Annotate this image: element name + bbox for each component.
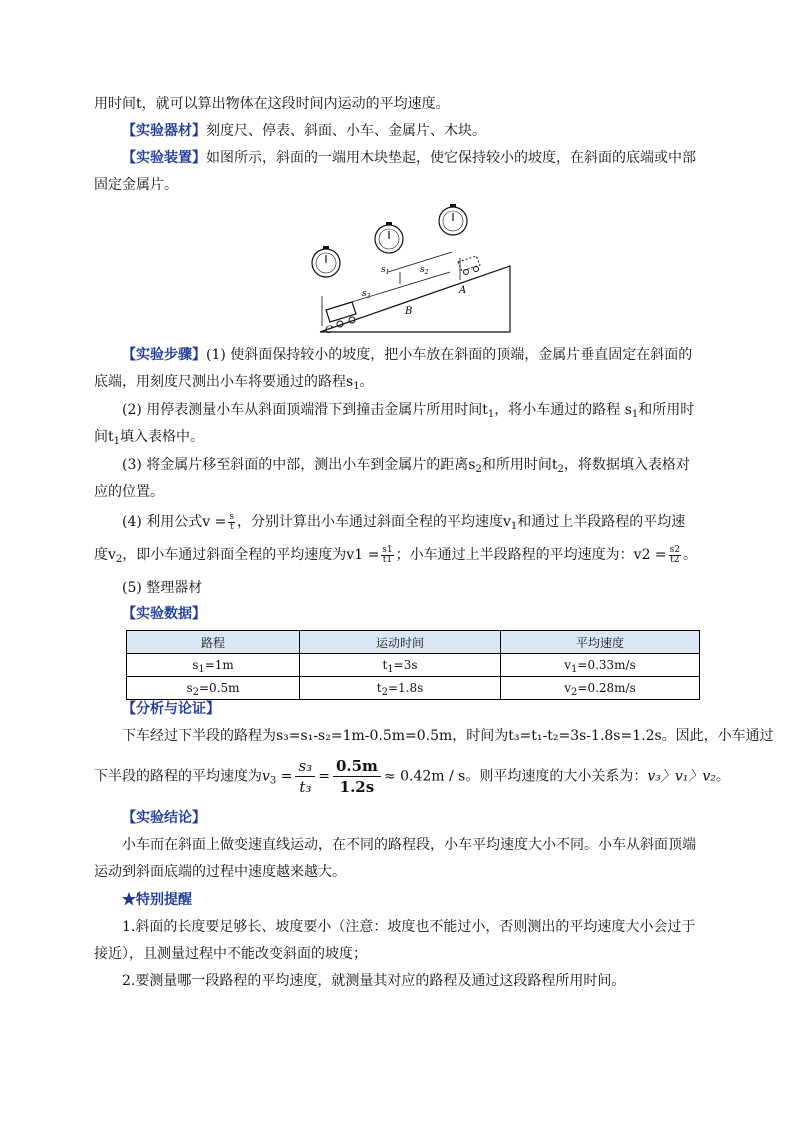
heading-analysis: 【分析与论证】 bbox=[122, 701, 220, 717]
step-3-line-2: 应的位置。 bbox=[94, 484, 164, 500]
fraction-values: $\frac{0.5m}{1.2s}$ bbox=[333, 756, 381, 797]
table-header-row bbox=[127, 631, 700, 654]
distance-line-s3-s2 bbox=[332, 272, 450, 308]
conclusion-line-1: 小车而在斜面上做变速直线运动，在不同的路程段，小车平均速度大小不同。小车从斜面顶端 bbox=[122, 837, 696, 853]
step-4-line-2: 度$v_2$，即小车通过斜面全程的平均速度为v1 = $\frac{s1}{t1}$ ；小车通过上半段路程的平均速度为：v2 = $\frac{s2}{t2}$ 。 bbox=[94, 544, 698, 565]
step-2-line-2: 间$t_1$填入表格中。 bbox=[94, 429, 205, 447]
label-a: A bbox=[459, 285, 467, 296]
reminder-line-3: 2.要测量哪一段路程的平均速度，就测量其对应的路程及通过这段路程所用时间。 bbox=[122, 973, 626, 989]
step-3-line-1: (3) 将金属片移至斜面的中部，测出小车到金属片的距离$s_2$和所用时间$t_2$，将数据填入表格对 bbox=[122, 457, 690, 475]
reminder-line-2: 接近），且测量过程中不能改变斜面的坡度； bbox=[94, 946, 367, 962]
label-s3: $s_3$ bbox=[362, 289, 371, 300]
header-speed: 平均速度 bbox=[501, 631, 700, 654]
label-s1: $s_1$ bbox=[381, 265, 390, 276]
step-2-line-1: (2) 用停表测量小车从斜面顶端滑下到撞击金属片所用时间$t_1$，将小车通过的路程 $s_1$和所用时 bbox=[122, 402, 695, 420]
cart-bottom bbox=[326, 302, 356, 327]
table-row bbox=[127, 677, 700, 700]
incline-plane bbox=[320, 266, 510, 332]
heading-equipment: 【实验器材】 bbox=[122, 123, 206, 139]
analysis-line-2: 下半段的路程的平均速度为$v_3$ = $\frac{\text{s₃}}{\text{t₃}}$ = $\frac{0.5m}{1.2s}$ ≈ 0.42m / s。则平均速度的大小关系为：v₃〉v₁〉v₂。 bbox=[94, 757, 730, 796]
incline-apparatus-figure bbox=[300, 202, 520, 338]
cart-top-dashed bbox=[458, 256, 480, 275]
data-table bbox=[126, 630, 700, 700]
table-cell: $s_2=0.5m$ bbox=[127, 677, 300, 700]
heading-reminder: ★特别提醒 bbox=[122, 892, 192, 908]
header-distance: 路程 bbox=[127, 631, 300, 654]
step-1-line-2: 底端，用刻度尺测出小车将要通过的路程$s_1$。 bbox=[94, 374, 374, 392]
conclusion-line-2: 运动到斜面底端的过程中速度越来越大。 bbox=[94, 864, 346, 880]
header-time: 运动时间 bbox=[300, 631, 501, 654]
fraction-s3-t3: $\frac{\text{s₃}}{\text{t₃}}$ bbox=[295, 756, 315, 797]
equipment-text: 刻度尺、停表、斜面、小车、金属片、木块。 bbox=[206, 123, 486, 139]
paragraph-intro: 用时间t，就可以算出物体在这段时间内运动的平均速度。 bbox=[94, 96, 450, 112]
heading-conclusion: 【实验结论】 bbox=[122, 810, 206, 826]
analysis-line-1: 下车经过下半段的路程为s₃=s₁-s₂=1m-0.5m=0.5m，时间为t₃=t₁-t₂=3s-1.8s=1.2s。因此，小车通过 bbox=[122, 728, 774, 744]
table-cell: $s_1=1m$ bbox=[127, 654, 300, 677]
step-4-line-1: (4) 利用公式v = $\frac{s}{t}$ ，分别计算出小车通过斜面全程的平均速度$v_1$和通过上半段路程的平均速 bbox=[122, 511, 686, 532]
paragraph-equipment bbox=[122, 121, 486, 141]
step-5: (5) 整理器材 bbox=[122, 580, 203, 596]
label-b: B bbox=[405, 306, 413, 317]
step-1-line-1: 【实验步骤】(1) 使斜面保持较小的坡度，把小车放在斜面的顶端，金属片垂直固定在斜面的 bbox=[122, 347, 693, 363]
table-cell: $v_1=0.33m/s$ bbox=[501, 654, 700, 677]
label-c: C bbox=[325, 325, 333, 336]
formula-v1: $\frac{s1}{t1}$ bbox=[382, 544, 393, 565]
heading-apparatus: 【实验装置】 bbox=[122, 150, 206, 166]
stopwatch-left bbox=[312, 246, 340, 277]
table-cell: $t_1=3s$ bbox=[300, 654, 501, 677]
heading-data: 【实验数据】 bbox=[122, 606, 206, 622]
table-cell: $v_2=0.28m/s$ bbox=[501, 677, 700, 700]
reminder-line-1: 1.斜面的长度要足够长、坡度要小（注意：坡度也不能过小，否则测出的平均速度大小会过于 bbox=[122, 919, 696, 935]
apparatus-text-1: 如图所示，斜面的一端用木块垫起，使它保持较小的坡度，在斜面的底端或中部 bbox=[206, 150, 696, 166]
table-row bbox=[127, 654, 700, 677]
paragraph-apparatus bbox=[122, 148, 696, 168]
formula-v-s-t: $\frac{s}{t}$ bbox=[229, 511, 234, 532]
table-cell: $t_2=1.8s$ bbox=[300, 677, 501, 700]
stopwatch-middle bbox=[375, 222, 403, 253]
stopwatch-right bbox=[439, 204, 467, 235]
formula-v2: $\frac{s2}{t2}$ bbox=[669, 544, 681, 565]
heading-steps: 【实验步骤】 bbox=[122, 347, 206, 363]
label-s2: $s_2$ bbox=[420, 265, 429, 276]
apparatus-text-2: 固定金属片。 bbox=[94, 177, 178, 193]
